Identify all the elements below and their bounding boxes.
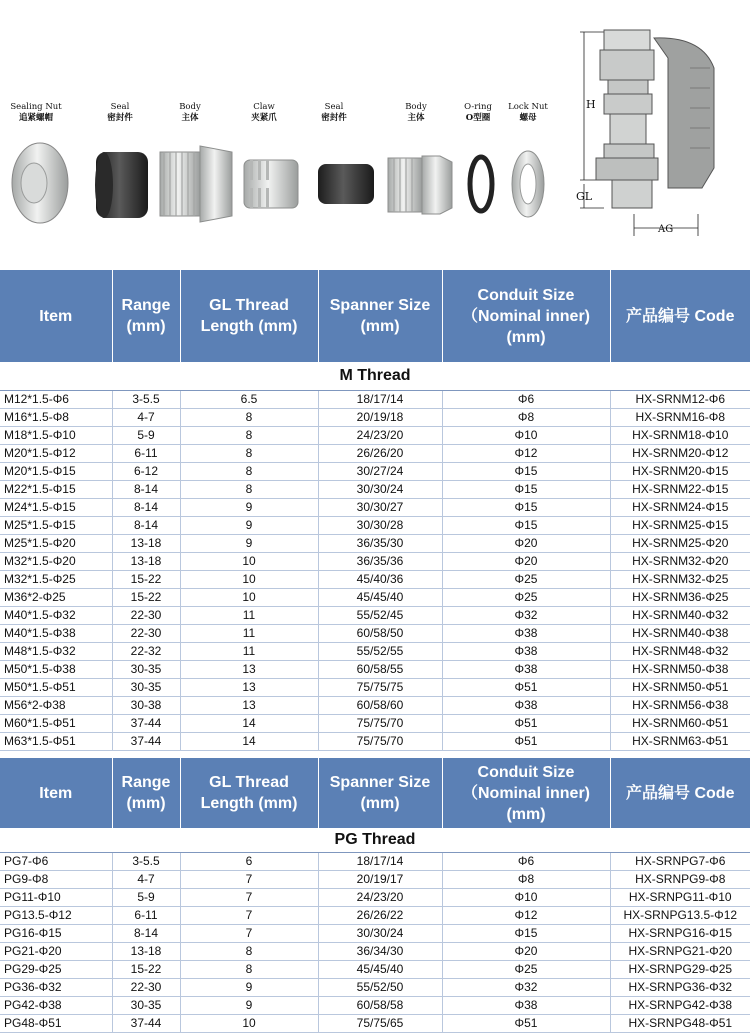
spanner-cell: 30/30/28 <box>318 516 442 534</box>
table-row <box>0 534 750 552</box>
table-row <box>0 606 750 624</box>
code-cell: HX-SRNM48-Φ32 <box>610 642 750 660</box>
range-cell: 30-35 <box>112 996 180 1014</box>
spanner-cell: 55/52/50 <box>318 978 442 996</box>
m-table-body <box>0 390 750 750</box>
spanner-cell: 45/40/36 <box>318 570 442 588</box>
spanner-cell: 18/17/14 <box>318 852 442 870</box>
gl-cell: 8 <box>180 408 318 426</box>
part-en: Body <box>405 102 427 112</box>
spanner-cell: 60/58/58 <box>318 996 442 1014</box>
item-cell: M22*1.5-Φ15 <box>0 480 112 498</box>
table-row <box>0 588 750 606</box>
item-cell: M24*1.5-Φ15 <box>0 498 112 516</box>
part-zh: O型圈 <box>465 113 491 123</box>
item-cell: M32*1.5-Φ25 <box>0 570 112 588</box>
part-en: O-ring <box>464 102 492 112</box>
table-row <box>0 924 750 942</box>
conduit-cell: Φ15 <box>442 462 610 480</box>
conduit-cell: Φ51 <box>442 678 610 696</box>
code-cell: HX-SRNPG11-Φ10 <box>610 888 750 906</box>
code-cell: HX-SRNPG21-Φ20 <box>610 942 750 960</box>
gl-cell: 11 <box>180 624 318 642</box>
range-cell: 15-22 <box>112 960 180 978</box>
spanner-cell: 60/58/55 <box>318 660 442 678</box>
conduit-cell: Φ15 <box>442 516 610 534</box>
code-cell: HX-SRNM16-Φ8 <box>610 408 750 426</box>
gl-cell: 10 <box>180 570 318 588</box>
conduit-cell: Φ20 <box>442 534 610 552</box>
spanner-cell: 75/75/75 <box>318 678 442 696</box>
m-section-row <box>0 362 750 390</box>
table-row <box>0 942 750 960</box>
code-cell: HX-SRNPG16-Φ15 <box>610 924 750 942</box>
header-gl: GL Thread Length (mm) <box>180 270 318 362</box>
item-cell: M40*1.5-Φ38 <box>0 624 112 642</box>
conduit-cell: Φ12 <box>442 906 610 924</box>
item-cell: M36*2-Φ25 <box>0 588 112 606</box>
spanner-cell: 75/75/70 <box>318 714 442 732</box>
spanner-cell: 75/75/65 <box>318 1014 442 1032</box>
exploded-view-section <box>0 0 750 270</box>
ag-label: AG <box>658 224 674 235</box>
range-cell: 13-18 <box>112 552 180 570</box>
gl-cell: 7 <box>180 906 318 924</box>
table-row <box>0 960 750 978</box>
header-range: Range (mm) <box>112 270 180 362</box>
item-cell: PG48-Φ51 <box>0 1014 112 1032</box>
table-row <box>0 408 750 426</box>
gl-cell: 8 <box>180 480 318 498</box>
conduit-cell: Φ38 <box>442 642 610 660</box>
code-cell: HX-SRNM36-Φ25 <box>610 588 750 606</box>
table-row <box>0 906 750 924</box>
gl-cell: 8 <box>180 426 318 444</box>
table-row <box>0 462 750 480</box>
header-item: Item <box>0 270 112 362</box>
part-label-o-ring <box>460 102 496 124</box>
gl-cell: 6 <box>180 852 318 870</box>
spanner-cell: 30/30/27 <box>318 498 442 516</box>
conduit-cell: Φ10 <box>442 888 610 906</box>
range-cell: 22-32 <box>112 642 180 660</box>
m-section-title: M Thread <box>0 362 750 390</box>
item-cell: M32*1.5-Φ20 <box>0 552 112 570</box>
gl-label: GL <box>576 190 593 203</box>
spanner-cell: 24/23/20 <box>318 888 442 906</box>
table-row <box>0 426 750 444</box>
part-zh: 主体 <box>407 113 425 123</box>
item-cell: PG21-Φ20 <box>0 942 112 960</box>
part-label-sealing-nut <box>8 102 64 124</box>
part-label-body-2 <box>400 102 432 124</box>
conduit-cell: Φ38 <box>442 696 610 714</box>
gl-cell: 9 <box>180 516 318 534</box>
table-row <box>0 390 750 408</box>
table-row <box>0 444 750 462</box>
code-cell: HX-SRNM40-Φ38 <box>610 624 750 642</box>
range-cell: 6-11 <box>112 906 180 924</box>
code-cell: HX-SRNM24-Φ15 <box>610 498 750 516</box>
code-cell: HX-SRNPG48-Φ51 <box>610 1014 750 1032</box>
gl-cell: 14 <box>180 714 318 732</box>
part-label-seal <box>100 102 140 124</box>
part-zh: 主体 <box>181 113 199 123</box>
range-cell: 8-14 <box>112 480 180 498</box>
spanner-cell: 55/52/55 <box>318 642 442 660</box>
item-cell: M20*1.5-Φ12 <box>0 444 112 462</box>
h-label: H <box>586 98 596 111</box>
part-zh: 螺母 <box>519 113 537 123</box>
conduit-cell: Φ20 <box>442 552 610 570</box>
conduit-cell: Φ8 <box>442 408 610 426</box>
pg-section-row <box>0 828 750 852</box>
part-zh: 密封件 <box>321 113 347 123</box>
item-cell: M63*1.5-Φ51 <box>0 732 112 750</box>
table-row <box>0 516 750 534</box>
part-en: Seal <box>110 102 130 112</box>
range-cell: 8-14 <box>112 516 180 534</box>
range-cell: 15-22 <box>112 570 180 588</box>
header-spanner: Spanner Size (mm) <box>318 270 442 362</box>
item-cell: M60*1.5-Φ51 <box>0 714 112 732</box>
code-cell: HX-SRNM63-Φ51 <box>610 732 750 750</box>
part-en: Sealing Nut <box>10 102 62 112</box>
code-cell: HX-SRNM20-Φ15 <box>610 462 750 480</box>
table-row <box>0 714 750 732</box>
item-cell: M25*1.5-Φ15 <box>0 516 112 534</box>
gl-cell: 8 <box>180 942 318 960</box>
table-row <box>0 852 750 870</box>
gl-cell: 9 <box>180 978 318 996</box>
table-row <box>0 870 750 888</box>
conduit-cell: Φ6 <box>442 852 610 870</box>
table-row <box>0 678 750 696</box>
spanner-cell: 30/30/24 <box>318 480 442 498</box>
code-cell: HX-SRNPG42-Φ38 <box>610 996 750 1014</box>
spanner-cell: 24/23/20 <box>318 426 442 444</box>
part-en: Body <box>179 102 201 112</box>
range-cell: 22-30 <box>112 978 180 996</box>
code-cell: HX-SRNPG29-Φ25 <box>610 960 750 978</box>
item-cell: PG9-Φ8 <box>0 870 112 888</box>
range-cell: 15-22 <box>112 588 180 606</box>
o-ring-image <box>466 154 496 214</box>
range-cell: 5-9 <box>112 426 180 444</box>
item-cell: M20*1.5-Φ15 <box>0 462 112 480</box>
table-row <box>0 732 750 750</box>
item-cell: M50*1.5-Φ51 <box>0 678 112 696</box>
table-row <box>0 660 750 678</box>
table-row <box>0 552 750 570</box>
spanner-cell: 60/58/60 <box>318 696 442 714</box>
range-cell: 30-35 <box>112 678 180 696</box>
item-cell: M48*1.5-Φ32 <box>0 642 112 660</box>
conduit-cell: Φ38 <box>442 624 610 642</box>
range-cell: 8-14 <box>112 498 180 516</box>
code-cell: HX-SRNM25-Φ20 <box>610 534 750 552</box>
spanner-cell: 75/75/70 <box>318 732 442 750</box>
item-cell: PG36-Φ32 <box>0 978 112 996</box>
spanner-cell: 26/26/20 <box>318 444 442 462</box>
lock-nut-image <box>508 148 548 220</box>
table-row <box>0 498 750 516</box>
code-cell: HX-SRNM60-Φ51 <box>610 714 750 732</box>
header-code: 产品编号 Code <box>610 270 750 362</box>
m-header-row <box>0 270 750 362</box>
seal-2-image <box>314 160 378 208</box>
gl-cell: 11 <box>180 642 318 660</box>
conduit-cell: Φ20 <box>442 942 610 960</box>
conduit-cell: Φ51 <box>442 732 610 750</box>
range-cell: 13-18 <box>112 534 180 552</box>
range-cell: 13-18 <box>112 942 180 960</box>
code-cell: HX-SRNM56-Φ38 <box>610 696 750 714</box>
gl-cell: 13 <box>180 696 318 714</box>
spanner-cell: 36/34/30 <box>318 942 442 960</box>
gl-cell: 10 <box>180 1014 318 1032</box>
range-cell: 6-12 <box>112 462 180 480</box>
conduit-cell: Φ15 <box>442 924 610 942</box>
part-en: Seal <box>324 102 344 112</box>
gl-cell: 8 <box>180 960 318 978</box>
header-conduit: Conduit Size （Nominal inner) (mm) <box>442 270 610 362</box>
item-cell: M16*1.5-Φ8 <box>0 408 112 426</box>
dimension-diagram <box>574 28 750 243</box>
header-code: 产品编号 Code <box>610 758 750 828</box>
item-cell: PG16-Φ15 <box>0 924 112 942</box>
spanner-cell: 36/35/36 <box>318 552 442 570</box>
conduit-cell: Φ12 <box>442 444 610 462</box>
range-cell: 8-14 <box>112 924 180 942</box>
code-cell: HX-SRNM20-Φ12 <box>610 444 750 462</box>
table-row <box>0 480 750 498</box>
code-cell: HX-SRNM25-Φ15 <box>610 516 750 534</box>
gl-cell: 8 <box>180 444 318 462</box>
range-cell: 37-44 <box>112 714 180 732</box>
code-cell: HX-SRNPG36-Φ32 <box>610 978 750 996</box>
gl-cell: 11 <box>180 606 318 624</box>
table-row <box>0 624 750 642</box>
part-en: Claw <box>253 102 275 112</box>
code-cell: HX-SRNM50-Φ51 <box>610 678 750 696</box>
table-row <box>0 996 750 1014</box>
gl-cell: 9 <box>180 534 318 552</box>
part-label-lock-nut <box>506 102 550 124</box>
spanner-cell: 36/35/30 <box>318 534 442 552</box>
gl-cell: 9 <box>180 996 318 1014</box>
code-cell: HX-SRNM18-Φ10 <box>610 426 750 444</box>
conduit-cell: Φ10 <box>442 426 610 444</box>
code-cell: HX-SRNM22-Φ15 <box>610 480 750 498</box>
spanner-cell: 60/58/50 <box>318 624 442 642</box>
item-cell: M40*1.5-Φ32 <box>0 606 112 624</box>
m-thread-table <box>0 270 750 751</box>
gl-cell: 7 <box>180 924 318 942</box>
range-cell: 3-5.5 <box>112 852 180 870</box>
item-cell: PG42-Φ38 <box>0 996 112 1014</box>
spanner-cell: 45/45/40 <box>318 960 442 978</box>
gl-cell: 10 <box>180 552 318 570</box>
gl-cell: 10 <box>180 588 318 606</box>
range-cell: 37-44 <box>112 732 180 750</box>
body-2-image <box>384 150 456 220</box>
seal-image <box>92 146 152 224</box>
conduit-cell: Φ25 <box>442 588 610 606</box>
spanner-cell: 20/19/17 <box>318 870 442 888</box>
range-cell: 5-9 <box>112 888 180 906</box>
code-cell: HX-SRNM12-Φ6 <box>610 390 750 408</box>
table-row <box>0 1014 750 1032</box>
pg-header-row <box>0 758 750 828</box>
code-cell: HX-SRNPG7-Φ6 <box>610 852 750 870</box>
conduit-cell: Φ25 <box>442 570 610 588</box>
table-row <box>0 570 750 588</box>
gl-cell: 7 <box>180 870 318 888</box>
header-item: Item <box>0 758 112 828</box>
spanner-cell: 30/30/24 <box>318 924 442 942</box>
spanner-cell: 18/17/14 <box>318 390 442 408</box>
item-cell: M12*1.5-Φ6 <box>0 390 112 408</box>
spanner-cell: 20/19/18 <box>318 408 442 426</box>
range-cell: 37-44 <box>112 1014 180 1032</box>
pg-thread-table <box>0 758 750 1033</box>
sealing-nut-image <box>10 140 70 226</box>
gl-cell: 13 <box>180 678 318 696</box>
range-cell: 30-38 <box>112 696 180 714</box>
table-row <box>0 696 750 714</box>
code-cell: HX-SRNM32-Φ20 <box>610 552 750 570</box>
conduit-cell: Φ51 <box>442 714 610 732</box>
conduit-cell: Φ25 <box>442 960 610 978</box>
gl-cell: 8 <box>180 462 318 480</box>
part-label-seal-2 <box>314 102 354 124</box>
spanner-cell: 30/27/24 <box>318 462 442 480</box>
item-cell: PG13.5-Φ12 <box>0 906 112 924</box>
pg-section-title: PG Thread <box>0 828 750 852</box>
item-cell: PG11-Φ10 <box>0 888 112 906</box>
code-cell: HX-SRNPG13.5-Φ12 <box>610 906 750 924</box>
header-range: Range (mm) <box>112 758 180 828</box>
conduit-cell: Φ6 <box>442 390 610 408</box>
conduit-cell: Φ38 <box>442 660 610 678</box>
part-label-claw <box>244 102 284 124</box>
range-cell: 3-5.5 <box>112 390 180 408</box>
table-row <box>0 978 750 996</box>
range-cell: 22-30 <box>112 606 180 624</box>
gl-cell: 14 <box>180 732 318 750</box>
item-cell: M50*1.5-Φ38 <box>0 660 112 678</box>
part-zh: 密封件 <box>107 113 133 123</box>
spanner-cell: 45/45/40 <box>318 588 442 606</box>
part-zh: 追紧螺帽 <box>18 113 53 123</box>
range-cell: 6-11 <box>112 444 180 462</box>
item-cell: M18*1.5-Φ10 <box>0 426 112 444</box>
conduit-cell: Φ15 <box>442 480 610 498</box>
part-en: Lock Nut <box>508 102 548 112</box>
conduit-cell: Φ15 <box>442 498 610 516</box>
code-cell: HX-SRNM50-Φ38 <box>610 660 750 678</box>
code-cell: HX-SRNM40-Φ32 <box>610 606 750 624</box>
claw-image <box>238 152 302 216</box>
item-cell: M25*1.5-Φ20 <box>0 534 112 552</box>
range-cell: 4-7 <box>112 870 180 888</box>
part-label-body <box>174 102 206 124</box>
gl-cell: 6.5 <box>180 390 318 408</box>
body-image <box>156 142 236 226</box>
part-zh: 夹紧爪 <box>251 113 277 123</box>
table-row <box>0 888 750 906</box>
table-row <box>0 642 750 660</box>
pg-table-body <box>0 852 750 1032</box>
item-cell: M56*2-Φ38 <box>0 696 112 714</box>
header-gl: GL Thread Length (mm) <box>180 758 318 828</box>
range-cell: 4-7 <box>112 408 180 426</box>
range-cell: 22-30 <box>112 624 180 642</box>
conduit-cell: Φ32 <box>442 978 610 996</box>
conduit-cell: Φ38 <box>442 996 610 1014</box>
header-spanner: Spanner Size (mm) <box>318 758 442 828</box>
gl-cell: 7 <box>180 888 318 906</box>
gl-cell: 13 <box>180 660 318 678</box>
spanner-cell: 26/26/22 <box>318 906 442 924</box>
gl-cell: 9 <box>180 498 318 516</box>
code-cell: HX-SRNPG9-Φ8 <box>610 870 750 888</box>
conduit-cell: Φ32 <box>442 606 610 624</box>
conduit-cell: Φ8 <box>442 870 610 888</box>
item-cell: PG29-Φ25 <box>0 960 112 978</box>
code-cell: HX-SRNM32-Φ25 <box>610 570 750 588</box>
header-conduit: Conduit Size （Nominal inner) (mm) <box>442 758 610 828</box>
conduit-cell: Φ51 <box>442 1014 610 1032</box>
spanner-cell: 55/52/45 <box>318 606 442 624</box>
item-cell: PG7-Φ6 <box>0 852 112 870</box>
range-cell: 30-35 <box>112 660 180 678</box>
